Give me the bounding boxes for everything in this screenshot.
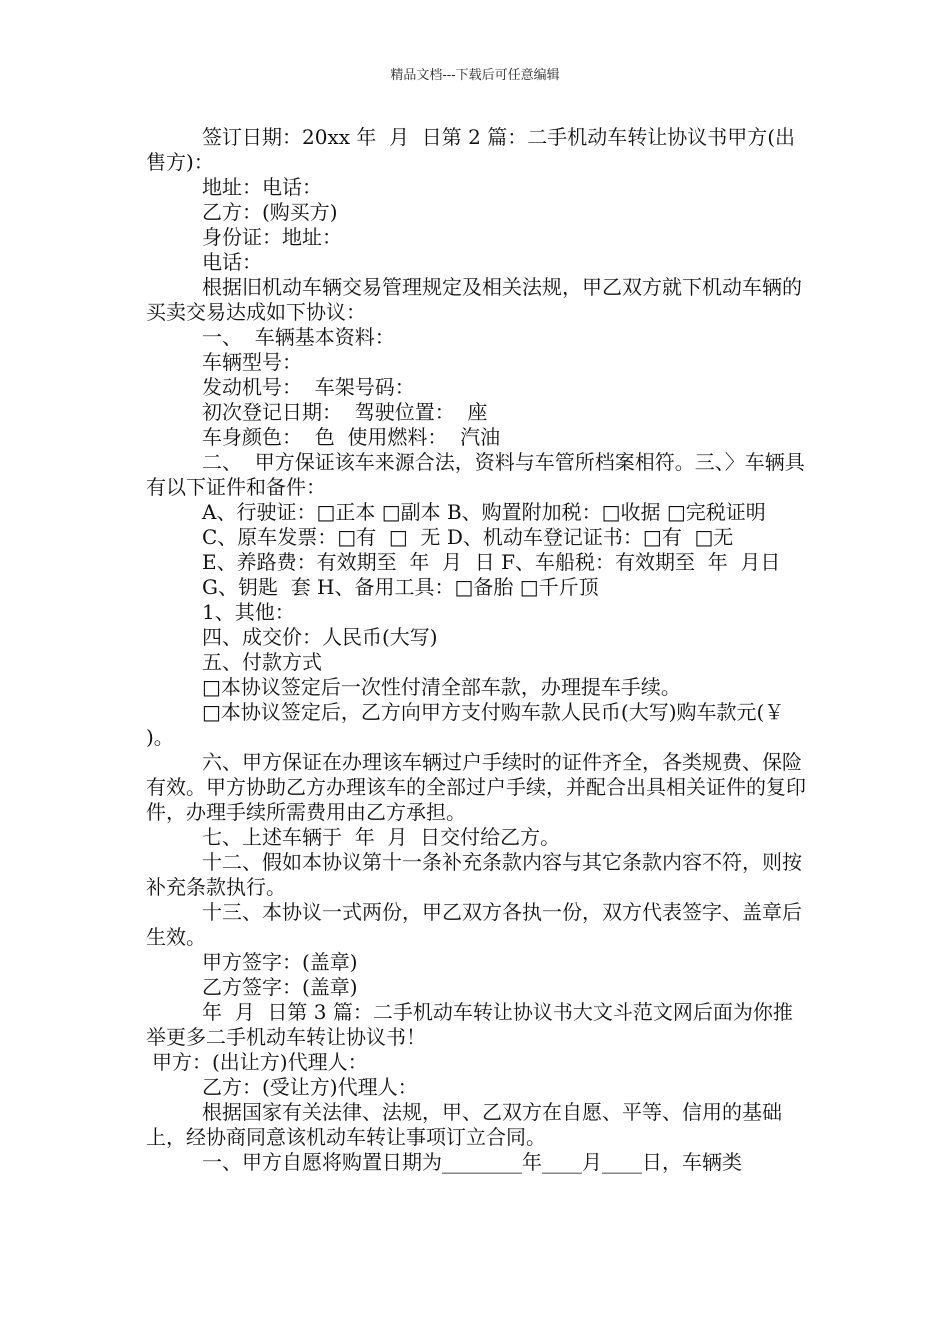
paragraph: 根据国家有关法律、法规，甲、乙双方在自愿、平等、信用的基础上，经协商同意该机动车转让事项订立合同。 — [146, 1100, 782, 1149]
paragraph: 车身颜色： 色 使用燃料： 汽油 — [202, 425, 501, 449]
paragraph: □本协议签定后一次性付清全部车款，办理提车手续。 — [202, 675, 681, 699]
page-header: 精品文档---下载后可任意编辑 — [390, 68, 560, 83]
paragraph: 地址：电话： — [202, 175, 322, 199]
paragraph: 甲方签字：(盖章) — [202, 950, 358, 974]
paragraph: 乙方：(购买方) — [202, 200, 338, 224]
paragraph: 乙方：(受让方)代理人： — [202, 1075, 418, 1099]
paragraph: 根据旧机动车辆交易管理规定及相关法规，甲乙双方就下机动车辆的买卖交易达成如下协议： — [146, 275, 802, 324]
paragraph: 十二、假如本协议第十一条补充条款内容与其它条款内容不符，则按补充条款执行。 — [146, 850, 802, 899]
paragraph: 车辆型号： — [202, 350, 302, 374]
paragraph: 四、成交价：人民币(大写) — [202, 625, 438, 649]
paragraph: 二、 甲方保证该车来源合法，资料与车管所档案相符。三、〉车辆具有以下证件和备件： — [146, 450, 805, 499]
paragraph: G、钥匙 套 H、备用工具：□备胎 □千斤顶 — [202, 575, 599, 599]
paragraph: 十三、本协议一式两份，甲乙双方各执一份，双方代表签字、盖章后生效。 — [146, 900, 802, 949]
paragraph: 年 月 日第 3 篇：二手机动车转让协议书大文斗范文网后面为你推举更多二手机动车转让协议书！ — [146, 1000, 793, 1049]
paragraph: 乙方签字：(盖章) — [202, 975, 358, 999]
paragraph: 一、 车辆基本资料： — [202, 325, 395, 349]
paragraph: E、养路费：有效期至 年 月 日 F、车船税：有效期至 年 月日 — [202, 550, 781, 574]
document-body — [146, 125, 811, 1175]
paragraph: C、原车发票：□有 □ 无 D、机动车登记证书：□有 □无 — [202, 525, 734, 549]
paragraph: 电话： — [202, 250, 262, 274]
paragraph: 初次登记日期： 驾驶位置： 座 — [202, 400, 488, 424]
paragraph: 发动机号： 车架号码： — [202, 375, 415, 399]
paragraph: 七、上述车辆于 年 月 日交付给乙方。 — [202, 825, 561, 849]
paragraph: □本协议签定后，乙方向甲方支付购车款人民币(大写)购车款元(￥ )。 — [146, 700, 791, 749]
paragraph: 六、甲方保证在办理该车辆过户手续时的证件齐全，各类规费、保险有效。甲方协助乙方办理该车的全部过户手续，并配合出具相关证件的复印件，办理手续所需费用由乙方承担。 — [146, 750, 806, 824]
paragraph: A、行驶证：□正本 □副本 B、购置附加税：□收据 □完税证明 — [202, 500, 766, 524]
paragraph: 甲方：(出让方)代理人： — [152, 1050, 368, 1074]
paragraph: 五、付款方式 — [202, 650, 322, 674]
paragraph: 一、甲方自愿将购置日期为________年____月____日，车辆类 — [202, 1150, 742, 1174]
paragraph: 1、其他： — [202, 600, 295, 624]
paragraph: 身份证：地址： — [202, 225, 342, 249]
paragraph: 签订日期：20xx 年 月 日第 2 篇：二手机动车转让协议书甲方(出售方)： — [146, 125, 796, 174]
